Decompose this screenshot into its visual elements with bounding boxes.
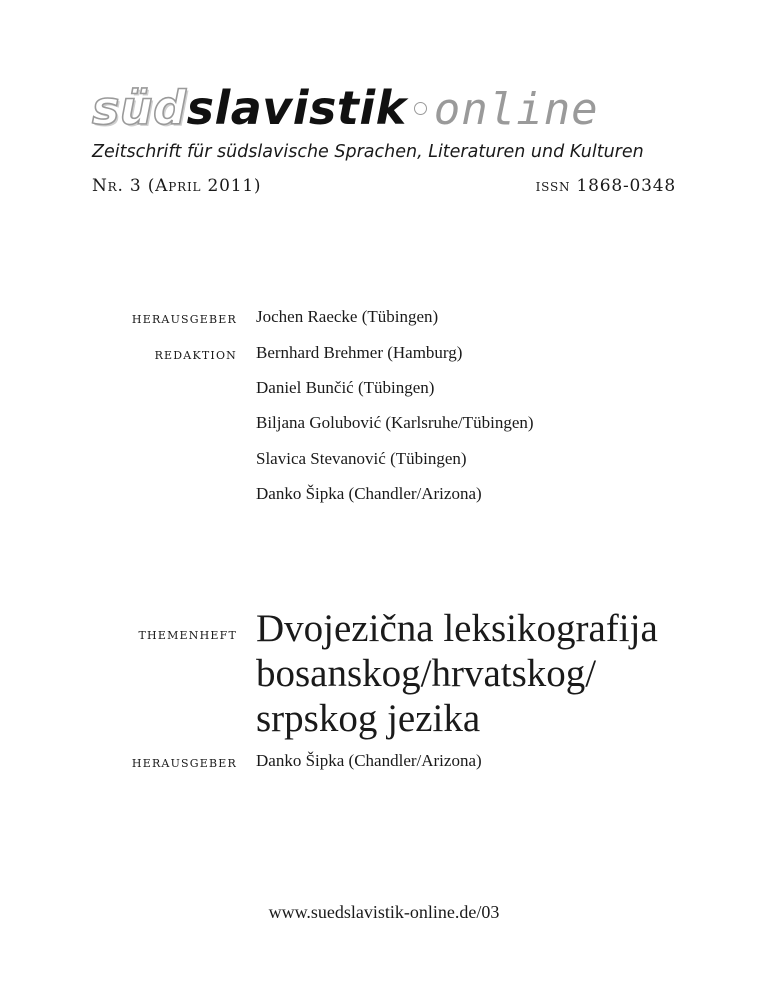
redaktion-label: redaktion [154, 345, 237, 363]
redaktion-member: Biljana Golubović (Karlsruhe/Tübingen) [256, 413, 534, 432]
logo-part-online: online [433, 84, 599, 135]
themenheft-label: themenheft [138, 625, 237, 643]
theme-title-line: srpskog jezika [256, 697, 481, 740]
redaktion-member: Bernhard Brehmer (Hamburg) [256, 343, 463, 362]
redaktion-member: Slavica Stevanović (Tübingen) [256, 449, 467, 468]
theme-title-line: Dvojezična leksikografija [256, 607, 658, 650]
herausgeber-label: herausgeber [131, 309, 237, 327]
herausgeber-name: Jochen Raecke (Tübingen) [256, 307, 439, 326]
journal-url: www.suedslavistik-online.de/03 [268, 902, 500, 922]
logo-dot-icon [414, 102, 427, 115]
journal-subtitle: Zeitschrift für südslavische Sprachen, Literaturen und Kulturen [92, 142, 644, 162]
theme-herausgeber-name: Danko Šipka (Chandler/Arizona) [256, 751, 482, 770]
issue-number: Nr. 3 (April 2011) [92, 176, 262, 196]
logo-part-sued: süd [92, 81, 187, 135]
redaktion-member: Daniel Bunčić (Tübingen) [256, 378, 435, 397]
issn-number: issn 1868-0348 [535, 176, 676, 196]
journal-logo [92, 80, 599, 138]
redaktion-member: Danko Šipka (Chandler/Arizona) [256, 484, 482, 503]
theme-herausgeber-label: herausgeber [131, 753, 237, 771]
theme-title [256, 606, 658, 741]
theme-title-line: bosanskog/hrvatskog/ [256, 652, 597, 695]
logo-part-slavistik: slavistik [186, 81, 407, 135]
